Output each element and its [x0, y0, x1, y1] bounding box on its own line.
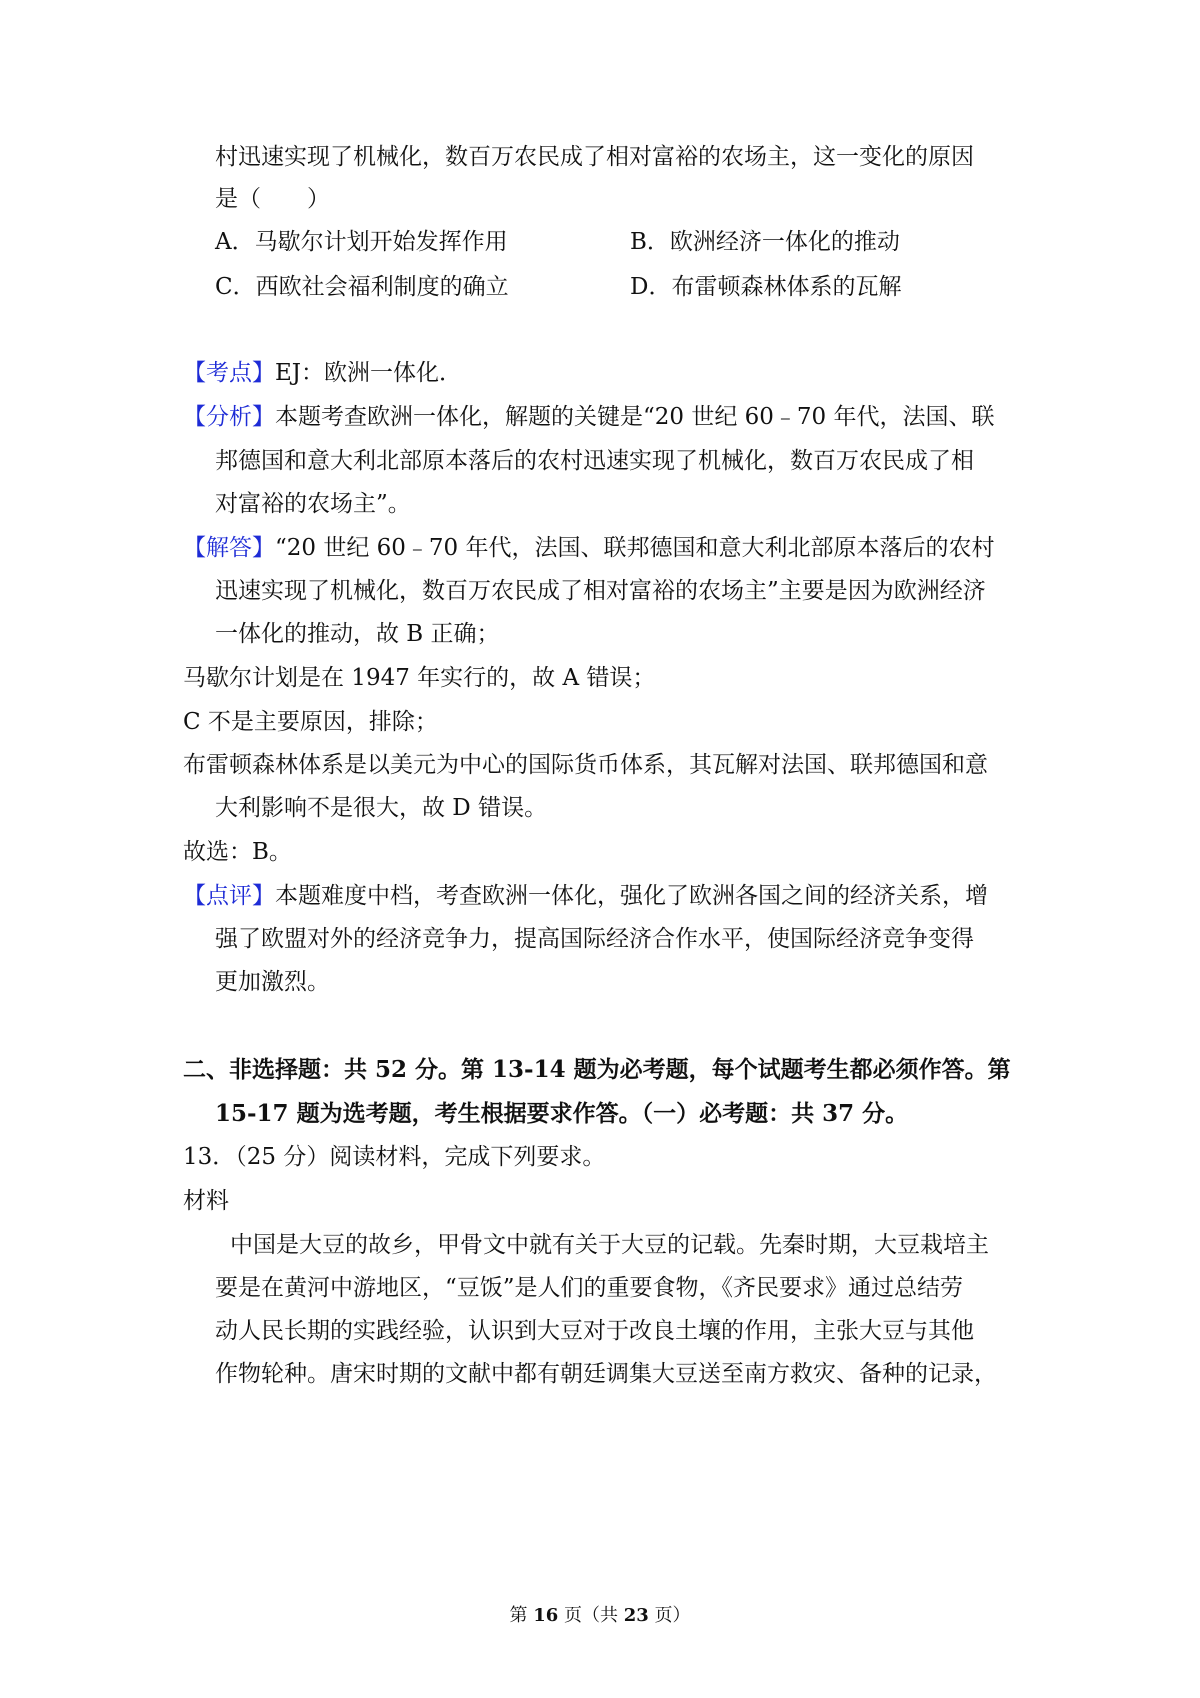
jieda-text-line: 迅速实现了机械化，数百万农民成了相对富裕的农场主”主要是因为欧洲经济	[215, 578, 986, 604]
jieda-text-line: 一体化的推动，故 B 正确；	[215, 621, 500, 647]
question-13-stem: 13．（25 分）阅读材料，完成下列要求。	[183, 1144, 606, 1170]
footer-prefix: 第	[509, 1605, 528, 1626]
dianping-text-line: 更加激烈。	[215, 969, 330, 995]
material-paragraph: 中国是大豆的故乡，甲骨文中就有关于大豆的记载。先秦时期，大豆栽培主	[230, 1232, 989, 1258]
total-pages: 23	[623, 1605, 649, 1626]
kaodian-tag: 【考点】	[183, 360, 275, 386]
fenxi-text: 本题考查欧洲一体化，解题的关键是“20 世纪 60﹣70 年代，法国、联	[275, 404, 995, 430]
fenxi-text-line: 对富裕的农场主”。	[215, 491, 411, 517]
option-b: B．欧洲经济一体化的推动	[630, 229, 900, 255]
footer-suffix: 页）	[654, 1605, 691, 1626]
material-paragraph: 动人民长期的实践经验，认识到大豆对于改良土壤的作用，主张大豆与其他	[215, 1318, 974, 1344]
dianping-tag: 【点评】	[183, 883, 275, 909]
fenxi-text-line: 邦德国和意大利北部原本落后的农村迅速实现了机械化，数百万农民成了相	[215, 448, 974, 474]
material-label: 材料	[183, 1188, 229, 1214]
material-paragraph: 作物轮种。唐宋时期的文献中都有朝廷调集大豆送至南方救灾、备种的记录，	[215, 1361, 997, 1387]
option-d: D．布雷顿森林体系的瓦解	[630, 274, 902, 300]
answer-line: 故选：B。	[183, 839, 292, 865]
explanation-a: 马歇尔计划是在 1947 年实行的，故 A 错误；	[183, 665, 656, 691]
dianping-line	[0, 879, 1200, 913]
dianping-text: 本题难度中档，考查欧洲一体化，强化了欧洲各国之间的经济关系，增	[275, 883, 988, 909]
kaodian-text: EJ：欧洲一体化．	[275, 360, 463, 386]
kaodian-line	[0, 356, 1200, 390]
jieda-text: “20 世纪 60﹣70 年代，法国、联邦德国和意大利北部原本落后的农村	[275, 535, 995, 561]
jieda-tag: 【解答】	[183, 535, 275, 561]
explanation-d-cont: 大利影响不是很大，故 D 错误。	[215, 795, 548, 821]
question-text-line: 是（ ）	[215, 186, 330, 212]
page-footer	[0, 1604, 1200, 1628]
explanation-d: 布雷顿森林体系是以美元为中心的国际货币体系，其瓦解对法国、联邦德国和意	[183, 752, 988, 778]
material-paragraph: 要是在黄河中游地区，“豆饭”是人们的重要食物，《齐民要求》通过总结劳	[215, 1275, 964, 1301]
option-a: A．马歇尔计划开始发挥作用	[215, 229, 508, 255]
explanation-c: C 不是主要原因，排除；	[183, 709, 438, 735]
fenxi-tag: 【分析】	[183, 404, 275, 430]
section-heading-cont: 15-17 题为选考题，考生根据要求作答。（一）必考题：共 37 分。	[215, 1100, 909, 1127]
dianping-text-line: 强了欧盟对外的经济竞争力，提高国际经济合作水平，使国际经济竞争变得	[215, 926, 974, 952]
section-heading: 二、非选择题：共 52 分。第 13-14 题为必考题，每个试题考生都必须作答。第	[183, 1056, 1011, 1083]
page-number: 16	[533, 1605, 559, 1626]
question-text-line: 村迅速实现了机械化，数百万农民成了相对富裕的农场主，这一变化的原因	[215, 144, 974, 170]
fenxi-line	[0, 400, 1200, 434]
jieda-line	[0, 531, 1200, 565]
footer-middle: 页（共	[564, 1605, 618, 1626]
option-c: C．西欧社会福利制度的确立	[215, 274, 509, 300]
